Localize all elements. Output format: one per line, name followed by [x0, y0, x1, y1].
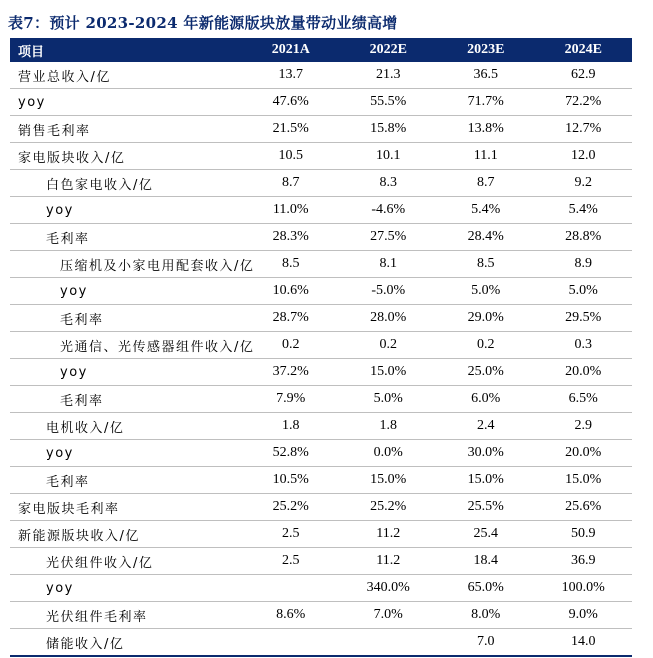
table-row [10, 521, 632, 548]
row-value: 28.7% [272, 310, 309, 325]
row-value: 8.1 [379, 256, 397, 271]
row-label: 光通信、光传感器组件收入/亿 [60, 339, 255, 355]
row-label: 白色家电收入/亿 [46, 177, 154, 193]
table-row [10, 62, 632, 89]
table-row [10, 251, 632, 278]
row-value: 25.4 [473, 526, 498, 541]
table-row [10, 440, 632, 467]
table-row [10, 494, 632, 521]
table-row [10, 197, 632, 224]
row-value: 11.0% [272, 202, 309, 217]
row-value: 29.0% [467, 310, 504, 325]
row-value: 0.3 [574, 337, 592, 352]
row-value: 8.5 [282, 256, 300, 271]
row-value: 9.2 [574, 175, 592, 190]
row-value: 7.9% [276, 391, 306, 406]
row-label: yoy [18, 94, 46, 110]
row-value: 0.2 [477, 337, 495, 352]
row-value: 8.7 [282, 175, 300, 190]
row-value: 15.0% [370, 472, 407, 487]
header-cell-2021a: 2021A [271, 42, 310, 57]
row-value: 100.0% [561, 580, 605, 595]
row-value: 25.5% [467, 499, 504, 514]
table-row [10, 89, 632, 116]
row-label: 毛利率 [46, 231, 90, 247]
row-value: -4.6% [371, 202, 406, 217]
row-value: 21.5% [272, 121, 309, 136]
row-label: 新能源版块收入/亿 [18, 528, 140, 544]
row-value: 47.6% [272, 94, 309, 109]
row-value: 15.0% [467, 472, 504, 487]
row-label: 销售毛利率 [18, 123, 91, 139]
row-value: 5.0% [568, 283, 598, 298]
row-value: 15.0% [565, 472, 602, 487]
row-value: 11.1 [473, 148, 498, 163]
row-value: 7.0% [373, 607, 403, 622]
row-value: 0.2 [282, 337, 300, 352]
row-value: 10.5 [278, 148, 303, 163]
table-body [10, 62, 632, 655]
table-row [10, 170, 632, 197]
row-value: 7.0 [477, 634, 495, 649]
row-value: 25.2% [370, 499, 407, 514]
row-value: 13.7 [278, 67, 303, 82]
row-value: 71.7% [467, 94, 504, 109]
row-label: yoy [46, 445, 74, 461]
table-row [10, 332, 632, 359]
table-row [10, 629, 632, 655]
row-value: 15.0% [370, 364, 407, 379]
row-value: 5.4% [471, 202, 501, 217]
row-value: 36.5 [473, 67, 498, 82]
row-label: 家电版块毛利率 [18, 501, 120, 517]
table-row [10, 116, 632, 143]
row-value: 28.8% [565, 229, 602, 244]
header-cell-item: 项目 [18, 44, 45, 60]
row-value: 8.5 [477, 256, 495, 271]
row-value: 72.2% [565, 94, 602, 109]
row-value: 9.0% [568, 607, 598, 622]
row-value: 6.5% [568, 391, 598, 406]
row-label: 储能收入/亿 [46, 636, 125, 652]
row-value: 55.5% [370, 94, 407, 109]
row-value: 5.0% [471, 283, 501, 298]
row-value: 5.0% [373, 391, 403, 406]
row-value: 8.3 [379, 175, 397, 190]
row-label: 毛利率 [46, 474, 90, 490]
row-value: 1.8 [282, 418, 300, 433]
row-value: 10.5% [272, 472, 309, 487]
row-value: 11.2 [376, 553, 401, 568]
row-value: 29.5% [565, 310, 602, 325]
table-row [10, 548, 632, 575]
row-value: 12.7% [565, 121, 602, 136]
row-label: 光伏组件毛利率 [46, 609, 148, 625]
table-row [10, 224, 632, 251]
row-value: 2.9 [574, 418, 592, 433]
table-row [10, 386, 632, 413]
row-label: 家电版块收入/亿 [18, 150, 126, 166]
row-value: 25.6% [565, 499, 602, 514]
row-value: 6.0% [471, 391, 501, 406]
row-label: yoy [60, 283, 88, 299]
row-value: 21.3 [376, 67, 401, 82]
row-value: 30.0% [467, 445, 504, 460]
row-value: 2.5 [282, 526, 300, 541]
table-row [10, 143, 632, 170]
row-value: 27.5% [370, 229, 407, 244]
row-value: 20.0% [565, 364, 602, 379]
table-row [10, 413, 632, 440]
row-value: -5.0% [371, 283, 406, 298]
row-value: 11.2 [376, 526, 401, 541]
table-header [10, 38, 632, 62]
row-value: 15.8% [370, 121, 407, 136]
row-value: 65.0% [467, 580, 504, 595]
row-value: 20.0% [565, 445, 602, 460]
row-value: 18.4 [473, 553, 498, 568]
row-label: 压缩机及小家电用配套收入/亿 [60, 258, 255, 274]
row-value: 2.5 [282, 553, 300, 568]
row-value: 28.0% [370, 310, 407, 325]
row-value: 25.2% [272, 499, 309, 514]
header-cell-2024e: 2024E [564, 42, 602, 57]
financial-table [10, 38, 632, 655]
row-value: 50.9 [571, 526, 596, 541]
row-value: 340.0% [366, 580, 410, 595]
row-value: 8.0% [471, 607, 501, 622]
row-value: 36.9 [571, 553, 596, 568]
table-row [10, 305, 632, 332]
row-label: yoy [46, 202, 74, 218]
table-row [10, 602, 632, 629]
table-title: 表7：预计 2023-2024 年新能源版块放量带动业绩高增 [8, 14, 398, 32]
row-value: 37.2% [272, 364, 309, 379]
row-value: 10.6% [272, 283, 309, 298]
row-label: 毛利率 [60, 393, 104, 409]
row-value: 8.9 [574, 256, 592, 271]
row-value: 2.4 [477, 418, 495, 433]
row-value: 13.8% [467, 121, 504, 136]
row-value: 0.2 [379, 337, 397, 352]
row-value: 28.3% [272, 229, 309, 244]
header-cell-2022e: 2022E [369, 42, 407, 57]
row-label: 营业总收入/亿 [18, 69, 111, 85]
row-value: 28.4% [467, 229, 504, 244]
row-value: 1.8 [379, 418, 397, 433]
table-row [10, 359, 632, 386]
row-value: 25.0% [467, 364, 504, 379]
row-label: yoy [60, 364, 88, 380]
table-row [10, 278, 632, 305]
row-value: 8.7 [477, 175, 495, 190]
row-label: 光伏组件收入/亿 [46, 555, 154, 571]
table-row [10, 467, 632, 494]
row-label: 毛利率 [60, 312, 104, 328]
row-value: 14.0 [571, 634, 596, 649]
row-value: 52.8% [272, 445, 309, 460]
row-value: 8.6% [276, 607, 306, 622]
row-label: 电机收入/亿 [46, 420, 125, 436]
row-value: 12.0 [571, 148, 596, 163]
row-value: 5.4% [568, 202, 598, 217]
table-bottom-rule [10, 655, 632, 657]
row-value: 62.9 [571, 67, 596, 82]
row-value: 0.0% [373, 445, 403, 460]
row-label: yoy [46, 580, 74, 596]
row-value: 10.1 [376, 148, 401, 163]
header-cell-2023e: 2023E [467, 42, 505, 57]
table-row [10, 575, 632, 602]
